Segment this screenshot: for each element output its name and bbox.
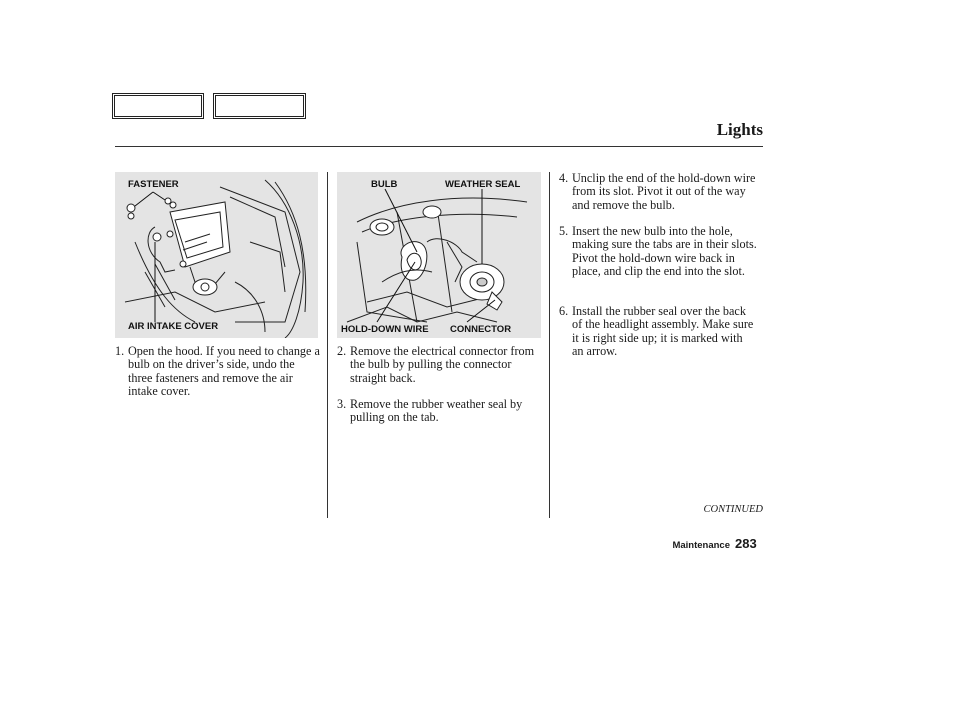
- page-number: 283: [735, 536, 757, 551]
- air-intake-cover-label: AIR INTAKE COVER: [128, 321, 219, 332]
- step-number: 2.: [337, 344, 347, 358]
- continued-note: CONTINUED: [703, 504, 763, 515]
- step-text: Open the hood. If you need to change a bulb on the driver’s side, undo the three fasteners and remove the air intake cover.: [128, 344, 320, 399]
- step-number: 5.: [559, 224, 569, 238]
- header-rule: [115, 146, 763, 147]
- step-text: Install the rubber seal over the back of the headlight assembly. Make sure it is right side up; it is marked with an arrow.: [572, 304, 754, 359]
- connector-label: CONNECTOR: [450, 324, 512, 335]
- column-divider-1: [327, 172, 328, 518]
- step-number: 4.: [559, 171, 569, 185]
- headlight-bulb-figure: [337, 172, 541, 338]
- fastener-label: FASTENER: [128, 179, 179, 190]
- step-number: 6.: [559, 304, 569, 318]
- hold-down-wire-label: HOLD-DOWN WIRE: [341, 324, 429, 335]
- nav-tab-2[interactable]: [213, 93, 306, 119]
- weather-seal-label: WEATHER SEAL: [445, 179, 521, 190]
- step-text: Remove the electrical connector from the bulb by pulling the connector straight back.: [350, 344, 535, 385]
- step-text: Unclip the end of the hold-down wire from its slot. Pivot it out of the way and remove the bulb.: [572, 171, 756, 212]
- step-number: 1.: [115, 344, 125, 358]
- air-intake-illustration: [115, 172, 318, 338]
- headlight-illustration: [337, 172, 541, 338]
- step-text: Insert the new bulb into the hole, making sure the tabs are in their slots. Pivot the hold-down wire back in place, and clip the end into the slot.: [572, 224, 757, 279]
- nav-tab-1[interactable]: [112, 93, 204, 119]
- column-divider-2: [549, 172, 550, 518]
- bulb-label: BULB: [371, 179, 398, 190]
- page-title: Lights: [716, 120, 763, 139]
- air-intake-figure: [115, 172, 318, 338]
- footer-section-name: Maintenance: [672, 540, 730, 551]
- step-text: Remove the rubber weather seal by pulling on the tab.: [350, 397, 523, 425]
- step-number: 3.: [337, 397, 347, 411]
